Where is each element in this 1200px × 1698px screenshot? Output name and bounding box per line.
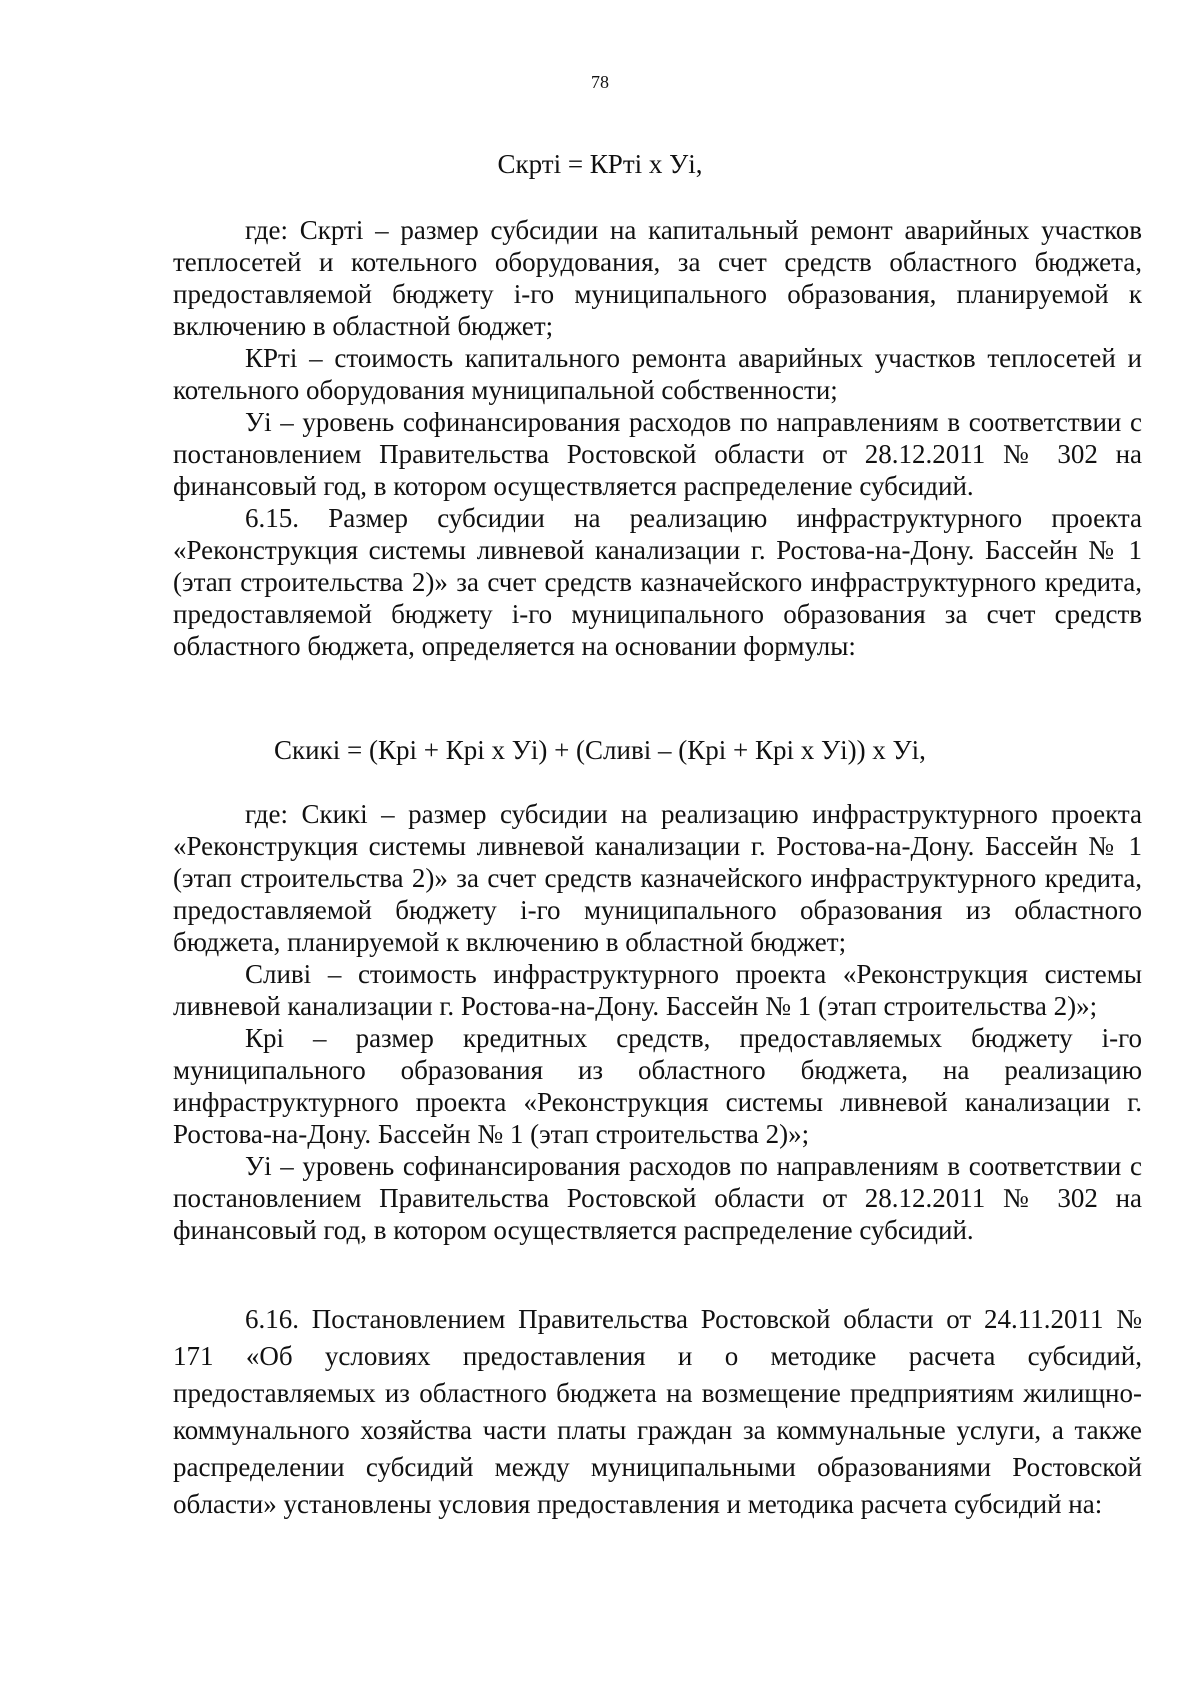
paragraph-skrti-definition: где: Скрті – размер субсидии на капитальный ремонт аварийных участков теплосетей и котельного оборудования, за счет средств областного бюджета, предоставляемой бюджету і-го муниципального образования, планируемой к включению в областной бюджет; — [173, 215, 1142, 341]
paragraph-section-6-15: 6.15. Размер субсидии на реализацию инфраструктурного проекта «Реконструкция системы ливневой канализации г. Ростова-на-Дону. Бассейн № 1 (этап строительства 2)» за счет средств казначейского инфраструктурного кредита, предоставляемой бюджету і-го муниципального образования за счет средств областного бюджета, определяется на основании формулы: — [173, 503, 1142, 661]
formula-skrti: Скрті = КРті х Уі, — [497, 149, 703, 179]
paragraph-section-6-16: 6.16. Постановлением Правительства Ростовской области от 24.11.2011 № 171 «Об условиях предоставления и о методике расчета субсидий, предоставляемых из областного бюджета на возмещение предприятиям жилищно-коммунального хозяйства части платы граждан за коммунальные услуги, а также распределении субсидий между муниципальными образованиями Ростовской области» установлены условия предоставления и методика расчета субсидий на: — [173, 1304, 1142, 1519]
paragraph-skiki-definition: где: Скикі – размер субсидии на реализацию инфраструктурного проекта «Реконструкция системы ливневой канализации г. Ростова-на-Дону. Бассейн № 1 (этап строительства 2)» за счет средств казначейского инфраструктурного кредита, предоставляемой бюджету і-го муниципального образования из областного бюджета, планируемой к включению в областной бюджет; — [173, 799, 1142, 957]
text-block-definitions-2 — [173, 798, 1142, 1246]
page-number: 78 — [591, 72, 609, 92]
paragraph-slivi-definition: Сливі – стоимость инфраструктурного проекта «Реконструкция системы ливневой канализации г. Ростова-на-Дону. Бассейн № 1 (этап строительства 2)»; — [173, 959, 1142, 1021]
paragraph-ui-definition-2: Уі – уровень софинансирования расходов по направлениям в соответствии с постановлением Правительства Ростовской области от 28.12.2011 № 302 на финансовый год, в котором осуществляется распределение субсидий. — [173, 1151, 1142, 1245]
paragraph-kri-definition: Крі – размер кредитных средств, предоставляемых бюджету і-го муниципального образования из областного бюджета, на реализацию инфраструктурного проекта «Реконструкция системы ливневой канализации г. Ростова-на-Дону. Бассейн № 1 (этап строительства 2)»; — [173, 1023, 1142, 1149]
text-block-definitions-1 — [173, 214, 1142, 662]
paragraph-ui-definition: Уі – уровень софинансирования расходов по направлениям в соответствии с постановлением Правительства Ростовской области от 28.12.2011 № 302 на финансовый год, в котором осуществляется распределение субсидий. — [173, 407, 1142, 501]
paragraph-krti-definition: КРті – стоимость капитального ремонта аварийных участков теплосетей и котельного оборудования муниципальной собственности; — [173, 343, 1142, 405]
formula-skiki: Скикі = (Крі + Крі х Уі) + (Сливі – (Крі + Крі х Уі)) х Уі, — [274, 735, 926, 765]
text-block-section-6-16 — [173, 1301, 1142, 1523]
